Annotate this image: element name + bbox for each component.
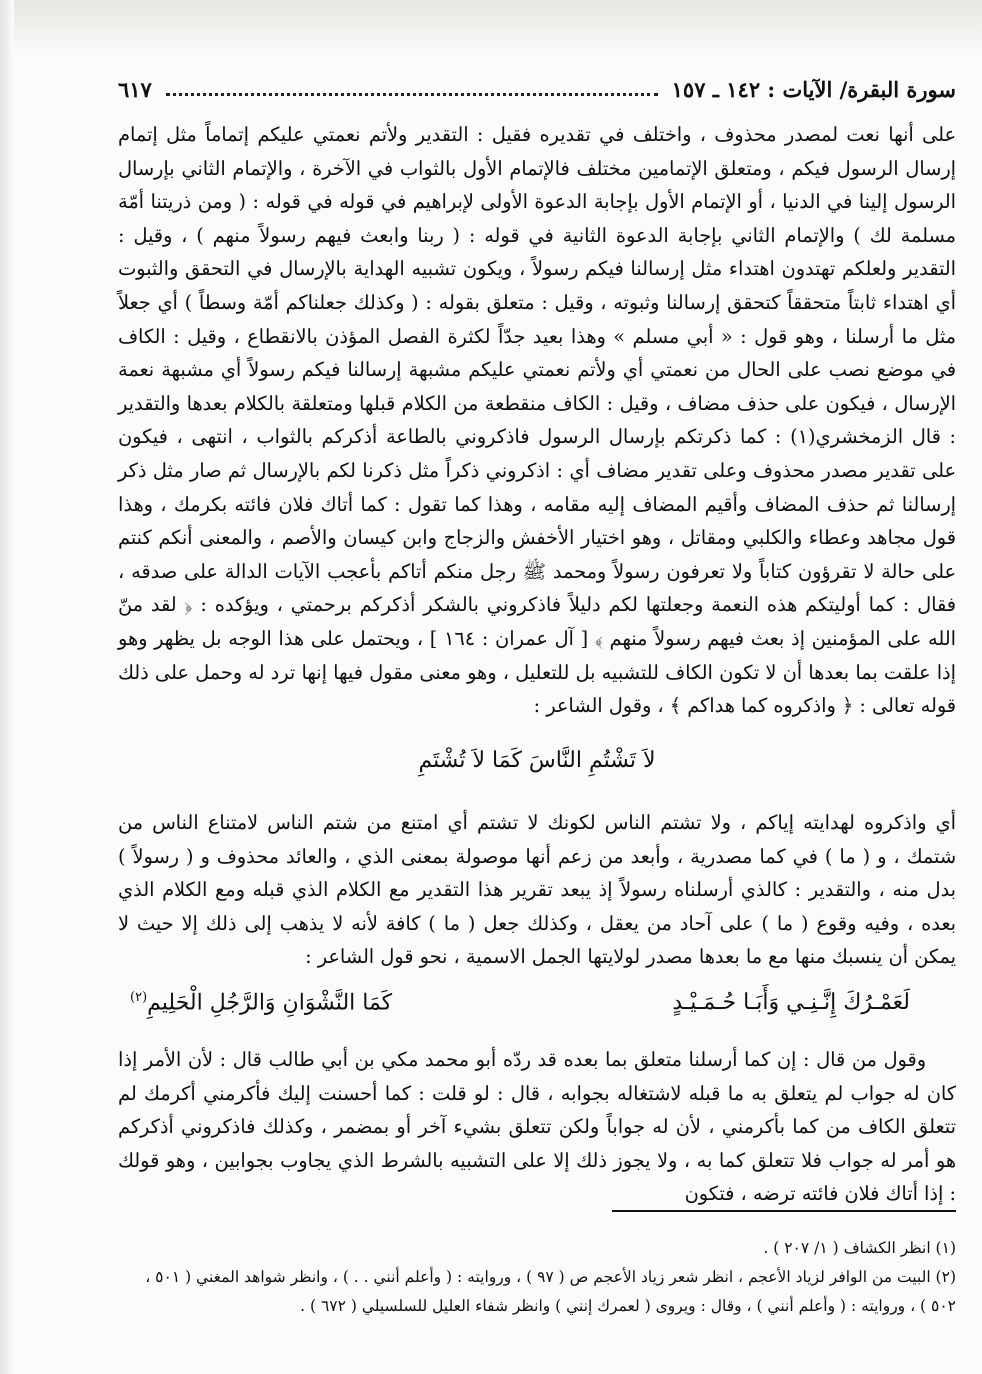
poetry-verse-2 xyxy=(130,990,910,1015)
poetry-verse-1: لاَ تَشْتُمِ النَّاسَ كَمَا لاَ تُشْتَمِ xyxy=(418,748,656,773)
main-text-block-1 xyxy=(118,118,956,723)
paragraph: على أنها نعت لمصدر محذوف ، واختلف في تقديره فقيل : التقدير ولأتم نعمتي عليكم إتماماً مثل إتمام إرسال الرسول فيكم ، ومتعلق الإتمامين مختلف فالإتمام الأول بالثواب في الآخرة ، والإتمام الثاني بإرسال الرسول إلينا في الدنيا ، أو الإتمام الأول بإجابة الدعوة الأولى لإبراهيم في قوله في قوله : ( ومن ذريتنا أمّة مسلمة لك ) والإتمام الثاني بإجابة الدعوة الثانية في قوله : ( ربنا وابعث فيهم رسولاً منهم ) ، وقيل : التقدير ولعلكم تهتدون اهتداء مثل إرسالنا فيكم رسولاً ، ويكون تشبيه الهداية بالإرسال في التحقق والثبوت أي اهتداء ثابتاً متحققاً كتحقق إرسالنا وثبوته ، وقيل : متعلق بقوله : ( وكذلك جعلناكم أمّة وسطاً ) أي جعلاً مثل ما أرسلنا ، وهو قول : « أبي مسلم » وهذا بعيد جدّاً لكثرة الفصل المؤذن بالانقطاع ، وقيل : الكاف في موضع نصب على الحال من نعمتي أي ولأتم نعمتي عليكم مشبهة إرسالنا فيكم رسولاً أي مشبهة نعمة الإرسال ، فيكون على حذف مضاف ، وقيل : الكاف منقطعة من الكلام قبلها ومتعلقة بالكلام بعدها والتقدير : قال الزمخشري(١) : كما ذكرتكم بإرسال الرسول فاذكروني بالطاعة أذكركم بالثواب ، انتهى ، فيكون على تقدير مصدر محذوف وعلى تقدير مضاف أي : اذكروني ذكراً مثل ذكرنا لكم بالإرسال ثم صار مثل ذكر إرسالنا ثم حذف المضاف وأقيم المضاف إليه مقامه ، وهذا كما تقول : كما أتاك فلان فائته بكرمك ، وهذا قول مجاهد وعطاء والكلبي ومقاتل ، وهو اختيار الأخفش والزجاج وابن كيسان والأصم ، والمعنى أنكم كنتم على حالة لا تقرؤون كتاباً ولا تعرفون رسولاً ومحمد ﷺ رجل منكم أتاكم بأعجب الآيات الدالة على صدقه ، فقال : كما أوليتكم هذه النعمة وجعلتها لكم دليلاً فاذكروني بالشكر أذكركم برحمتي ، ويؤكده : ﴿ لقد منّ الله على المؤمنين إذ بعث فيهم رسولاً منهم ﴾ [ آل عمران : ١٦٤ ] ، ويحتمل على هذا الوجه بل يظهر وهو إذا علقت بما بعدها أن لا تكون الكاف للتشبيه بل للتعليل ، وهو معنى مقول فيها إنها ترد له وحمل على ذلك قوله تعالى : ﴿ واذكروه كما هداكم ﴾ ، وقول الشاعر : xyxy=(118,123,957,718)
header-dot-leader xyxy=(166,83,658,96)
main-text-block-3 xyxy=(118,1043,956,1211)
paragraph: وقول من قال : إن كما أرسلنا متعلق بما بعده قد ردّه أبو محمد مكي بن أبي طالب قال : لأن الأمر إذا كان له جواب لم يتعلق به ما قبله لاشتغاله بجوابه ، قال : لو قلت : كما أحسنت إليك فأكرمني أكرمك لم تتعلق الكاف من كما بأكرمني ، لأن له جواباً ولكن تتعلق بشيء آخر أو بمضمر ، وكذلك فاذكروني أذكركم هو أمر له جواب فلا تتعلق كما به ، ولا يجوز ذلك إلا على التشبيه بالشرط الذي يجاوب بجوابين ، وهو قولك : إذا أتاك فلان فائته ترضه ، فتكون xyxy=(118,1048,956,1206)
footnotes xyxy=(118,1234,956,1321)
running-title: سورة البقرة/ الآيات : ١٤٢ ـ ١٥٧ xyxy=(671,76,956,102)
main-text-block-2 xyxy=(118,806,956,974)
footnote-1: (١) انظر الكشاف ( ١/ ٢٠٧ ) . xyxy=(763,1239,956,1257)
scan-edge-top xyxy=(0,0,982,58)
verse-first-hemistich: لَعَمْـرُكَ إِنَّـنِـي وَأَبَـا حُـمَـيْـدٍ xyxy=(672,990,910,1015)
footnote-separator xyxy=(612,1210,956,1212)
running-header xyxy=(118,72,956,106)
paragraph: أي واذكروه لهدايته إياكم ، ولا تشتم الناس لكونك لا تشتم أي امتنع من شتم الناس لامتناع الناس من شتمك ، و ( ما ) في كما مصدرية ، وأبعد من زعم أنها موصولة بمعنى الذي ، والعائد محذوف و ( رسولاً ) بدل منه ، والتقدير : كالذي أرسلناه رسولاً إذ يبعد تقرير هذا التقدير مع الكلام الذي قبله ومع الكلام الذي بعده ، وفيه وقوع ( ما ) على آحاد من يعقل ، وكذلك جعل ( ما ) كافة لأنه لا يذهب إلى ذلك إلا حيث لا يمكن أن ينسبك منها مع ما بعدها مصدر لولايتها الجمل الاسمية ، نحو قول الشاعر : xyxy=(118,811,956,969)
verse-second-hemistich xyxy=(130,990,392,1015)
page-number: ٦١٧ xyxy=(118,76,152,102)
scan-edge-left xyxy=(0,0,14,1374)
verse-second-hemistich-text: كَمَا النَّشْوَانِ وَالرَّجُلِ الْحَلِيمِ xyxy=(147,990,393,1016)
footnote-2: (٢) البيت من الوافر لزياد الأعجم ، انظر شعر زياد الأعجم ص ( ٩٧ ) ، وروايته : ( وأعلم أنني . . ) ، وانظر شواهد المغني ( ٥٠١ ، ٥٠٢ ) ، وروايته : ( وأعلم أنني ) ، وقال : ويروى ( لعمرك إنني ) وانظر شفاء العليل للسلسيلي ( ٦٧٢ ) . xyxy=(145,1268,956,1315)
footnote-reference: (٢) xyxy=(130,990,148,1005)
